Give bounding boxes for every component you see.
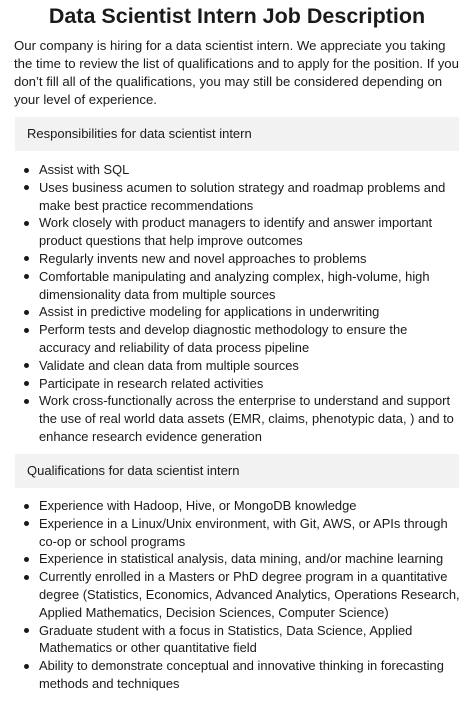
list-item: [22, 179, 460, 215]
responsibilities-header: [15, 117, 459, 151]
list-item: [22, 321, 460, 357]
qualifications-heading: Qualifications for data scientist intern: [27, 463, 240, 478]
bullet-icon: [24, 328, 29, 333]
list-item-text: Ability to demonstrate conceptual and innovative thinking in forecasting methods and techniques: [39, 658, 444, 691]
responsibilities-list: [22, 161, 460, 446]
list-item: [22, 375, 460, 393]
list-item: [22, 392, 460, 445]
bullet-icon: [24, 381, 29, 386]
list-item: [22, 214, 460, 250]
bullet-icon: [24, 221, 29, 226]
list-item: [22, 357, 460, 375]
list-item: [22, 515, 460, 551]
list-item-text: Participate in research related activities: [39, 375, 264, 391]
bullet-icon: [24, 664, 29, 669]
list-item: [22, 657, 460, 693]
bullet-icon: [24, 185, 29, 190]
list-item-text: Work cross-functionally across the enterprise to understand and support the use of real world data assets (EMR, claims, phenotypic data, ) and to enhance research evidence generation: [39, 393, 454, 444]
list-item-text: Validate and clean data from multiple sources: [39, 357, 299, 373]
bullet-icon: [24, 310, 29, 315]
bullet-icon: [24, 521, 29, 526]
list-item-text: Work closely with product managers to identify and answer important product questions that help improve outcomes: [39, 215, 433, 249]
list-item-text: Comfortable manipulating and analyzing complex, high-volume, high dimensionality data from multiple sources: [39, 268, 430, 302]
bullet-icon: [24, 628, 29, 633]
list-item-text: Uses business acumen to solution strategy and roadmap problems and make best practice recommendations: [39, 179, 446, 213]
bullet-icon: [24, 168, 29, 173]
list-item-text: Graduate student with a focus in Statistics, Data Science, Applied Mathematics or other quantitative field: [39, 622, 413, 656]
bullet-icon: [24, 274, 29, 279]
list-item-text: Experience in statistical analysis, data mining, and/or machine learning: [39, 551, 444, 567]
list-item-text: Experience in a Linux/Unix environment, with Git, AWS, or APIs through co-op or school programs: [39, 515, 448, 549]
list-item: [22, 268, 460, 304]
qualifications-header: [15, 454, 459, 488]
list-item: [22, 497, 460, 515]
list-item: [22, 161, 460, 179]
list-item-text: Assist in predictive modeling for applications in underwriting: [39, 304, 380, 320]
list-item: [22, 303, 460, 321]
bullet-icon: [24, 557, 29, 562]
responsibilities-heading: Responsibilities for data scientist intern: [27, 126, 252, 141]
list-item: [22, 250, 460, 268]
bullet-icon: [24, 575, 29, 580]
list-item-text: Experience with Hadoop, Hive, or MongoDB knowledge: [39, 498, 357, 513]
list-item-text: Assist with SQL: [39, 162, 130, 177]
qualifications-list: [22, 497, 460, 693]
list-item: [22, 550, 460, 568]
intro-paragraph: Our company is hiring for a data scientist intern. We appreciate you taking the time to review the list of qualifications and to apply for the position. If you don’t fill all of the qualifications, you may still be considered depending on your level of experience.: [14, 38, 459, 107]
list-item-text: Perform tests and develop diagnostic methodology to ensure the accuracy and reliability of data process pipeline: [39, 322, 408, 355]
bullet-icon: [24, 399, 29, 404]
bullet-icon: [24, 256, 29, 261]
list-item: [22, 622, 460, 658]
page-title: Data Scientist Intern Job Description: [48, 4, 426, 28]
list-item-text: Currently enrolled in a Masters or PhD degree program in a quantitative degree (Statistics, Economics, Advanced Analytics, Operations Research, Applied Mathematics, Decision Sciences, Computer Science): [39, 569, 460, 620]
list-item-text: Regularly invents new and novel approaches to problems: [39, 250, 367, 266]
list-item: [22, 568, 460, 621]
bullet-icon: [24, 504, 29, 509]
bullet-icon: [24, 363, 29, 368]
